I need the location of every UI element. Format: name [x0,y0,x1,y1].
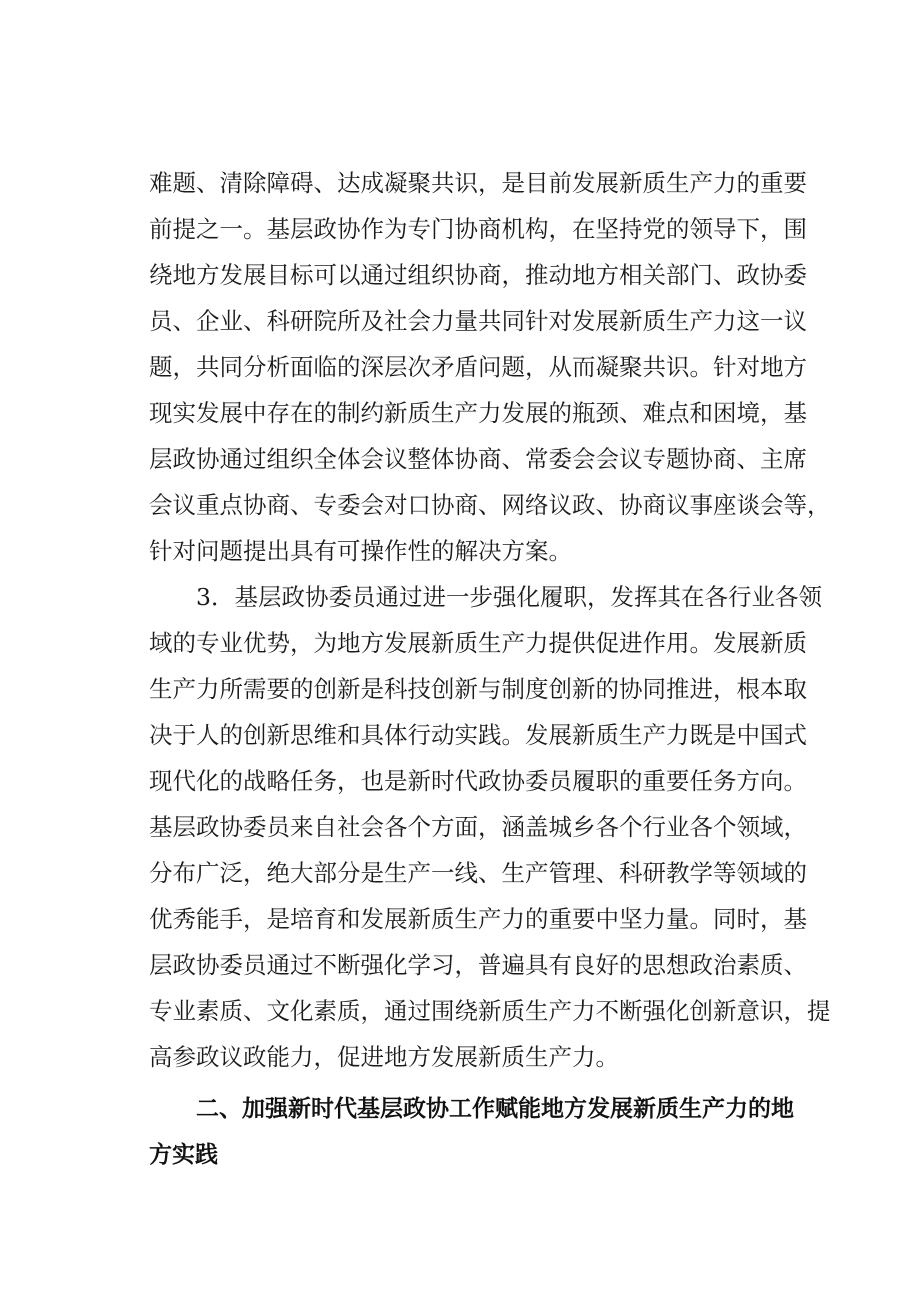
paragraph-1-line: 员、企业、科研院所及社会力量共同针对发展新质生产力这一议 [149,307,807,335]
paragraph-1-line: 题，共同分析面临的深层次矛盾问题，从而凝聚共识。针对地方 [149,353,807,381]
paragraph-2-line: 决于人的创新思维和具体行动实践。发展新质生产力既是中国式 [149,721,807,749]
paragraph-1-line: 现实发展中存在的制约新质生产力发展的瓶颈、难点和困境，基 [149,399,807,427]
paragraph-2-line: 3．基层政协委员通过进一步强化履职，发挥其在各行业各领 [196,583,822,611]
paragraph-2-line: 基层政协委员来自社会各个方面，涵盖城乡各个行业各个领域， [149,813,807,841]
paragraph-2-line: 分布广泛，绝大部分是生产一线、生产管理、科研教学等领域的 [149,859,807,887]
paragraph-1-line: 会议重点协商、专委会对口协商、网络议政、协商议事座谈会等， [149,491,831,519]
paragraph-1-line: 前提之一。基层政协作为专门协商机构，在坚持党的领导下，围 [149,215,807,243]
section-heading-line: 方实践 [149,1142,218,1168]
paragraph-1-line: 层政协通过组织全体会议整体协商、常委会会议专题协商、主席 [149,445,807,473]
paragraph-1-line: 绕地方发展目标可以通过组织协商，推动地方相关部门、政协委 [149,261,807,289]
paragraph-2-line: 层政协委员通过不断强化学习，普遍具有良好的思想政治素质、 [149,951,807,979]
section-heading-line: 二、加强新时代基层政协工作赋能地方发展新质生产力的地 [196,1096,794,1122]
paragraph-2-line: 域的专业优势，为地方发展新质生产力提供促进作用。发展新质 [149,629,807,657]
paragraph-1-line: 难题、清除障碍、达成凝聚共识，是目前发展新质生产力的重要 [149,169,807,197]
paragraph-2-line: 现代化的战略任务，也是新时代政协委员履职的重要任务方向。 [149,767,807,795]
paragraph-2-line: 生产力所需要的创新是科技创新与制度创新的协同推进，根本取 [149,675,807,703]
paragraph-2-line: 优秀能手，是培育和发展新质生产力的重要中坚力量。同时，基 [149,905,807,933]
paragraph-2-line: 高参政议政能力，促进地方发展新质生产力。 [149,1043,619,1071]
paragraph-1-line: 针对问题提出具有可操作性的解决方案。 [149,537,572,565]
paragraph-2-line: 专业素质、文化素质，通过围绕新质生产力不断强化创新意识，提 [149,997,831,1025]
